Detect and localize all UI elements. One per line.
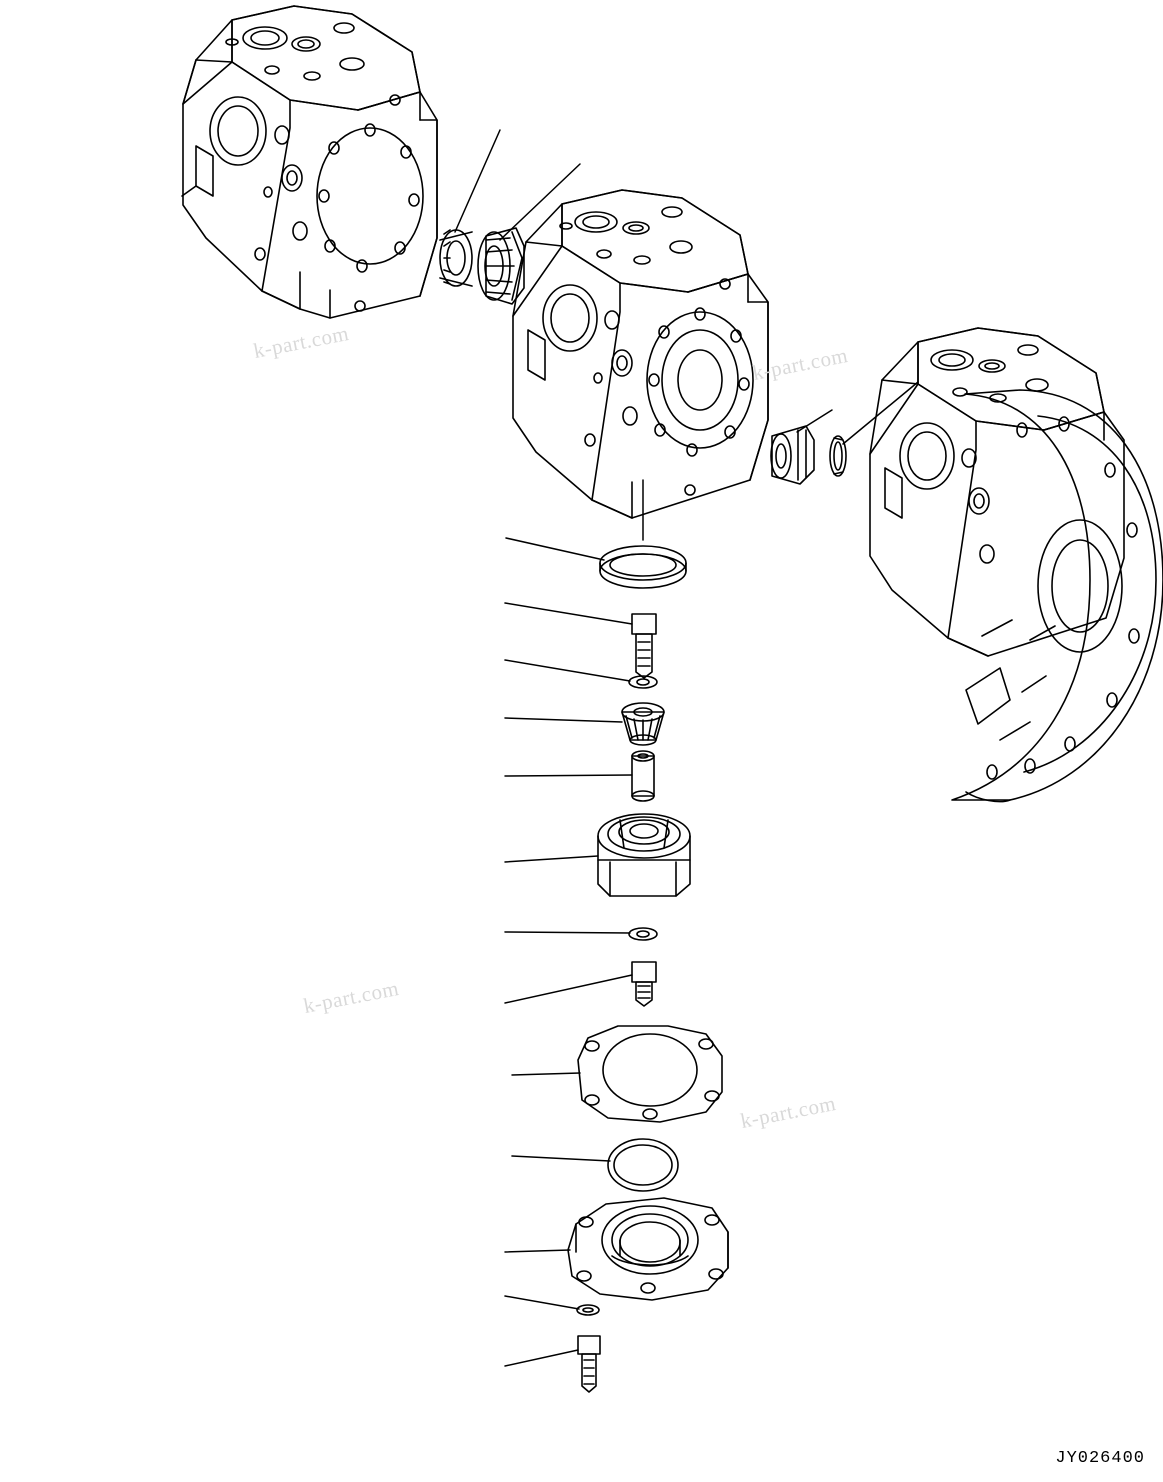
pump-body-upper-left bbox=[182, 6, 437, 318]
gasket-plate bbox=[578, 1026, 722, 1122]
bearing-housing bbox=[598, 814, 690, 896]
leader-end-cover-flange bbox=[505, 1250, 570, 1252]
leader-gasket-plate bbox=[512, 1073, 580, 1075]
leader-bearing-housing bbox=[505, 856, 598, 862]
leader-bolt-upper bbox=[505, 603, 632, 624]
bolt-upper bbox=[632, 614, 656, 678]
leader-o-ring-small bbox=[512, 1156, 610, 1161]
bolt-lower bbox=[632, 962, 656, 1006]
snap-ring bbox=[830, 436, 846, 476]
drawing-number: JY026400 bbox=[1055, 1449, 1145, 1468]
o-ring-small bbox=[608, 1139, 678, 1191]
bevel-gear bbox=[622, 703, 664, 745]
leader-lines bbox=[455, 130, 918, 1366]
leader-washer-bottom bbox=[505, 1296, 579, 1309]
leader-o-ring-large bbox=[506, 538, 604, 560]
leader-bolt-lower bbox=[505, 975, 632, 1003]
leader-bushing-sleeve bbox=[797, 410, 832, 432]
leader-washer-lower bbox=[505, 932, 630, 933]
watermark: k-part.com bbox=[251, 321, 351, 363]
leader-washer-upper bbox=[505, 660, 630, 681]
pump-body-center bbox=[513, 190, 768, 518]
bolt-bottom bbox=[578, 1336, 600, 1392]
leader-spacer-sleeve bbox=[505, 775, 632, 776]
leader-bolt-bottom bbox=[505, 1350, 578, 1366]
end-cover-flange bbox=[568, 1198, 728, 1300]
leader-coupling-spline-ring bbox=[455, 130, 500, 232]
washer-bottom bbox=[577, 1305, 599, 1315]
watermark: k-part.com bbox=[738, 1091, 838, 1133]
o-ring-large bbox=[600, 546, 686, 588]
pump-body-right-flywheel-housing bbox=[870, 328, 1163, 802]
watermark: k-part.com bbox=[750, 343, 850, 385]
washer-lower bbox=[629, 928, 657, 940]
bushing-sleeve bbox=[771, 426, 814, 484]
watermark: k-part.com bbox=[301, 976, 401, 1018]
coupling-spline-ring bbox=[440, 230, 472, 286]
leader-bevel-gear bbox=[505, 718, 622, 722]
spacer-sleeve bbox=[632, 751, 654, 801]
